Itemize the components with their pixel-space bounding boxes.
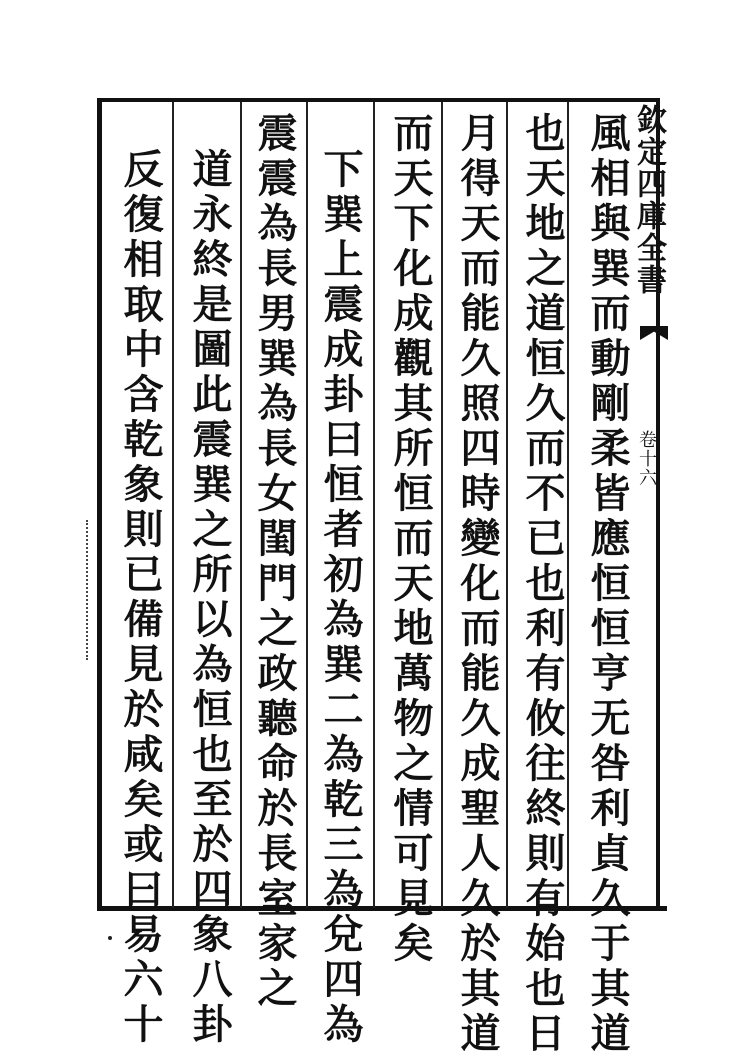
text-column-5: 下巽上震成卦曰恒者初為巽二為乾三為兌四為	[317, 148, 364, 1048]
column-rule	[506, 102, 508, 908]
fishtail-mark	[640, 326, 668, 340]
frame-left-border	[97, 98, 102, 911]
frame-bottom-border	[97, 906, 667, 911]
column-rule	[306, 102, 308, 908]
volume-label: 卷十六	[636, 430, 657, 487]
text-column-7: 道永終是圖此震巽之所以為恒也至於四象八卦	[186, 148, 233, 1048]
column-rule	[441, 102, 443, 908]
frame-top-border	[100, 98, 660, 102]
column-rule	[373, 102, 375, 908]
text-column-8: 反復相取中含乾象則已備見於咸矣或曰易六十	[117, 148, 164, 1048]
ink-dot	[108, 936, 112, 940]
text-column-1: 風相與巽而動剛柔皆應恒恒亨无咎利貞久于其道	[584, 112, 631, 1057]
column-rule	[567, 102, 569, 908]
header-title: 欽定四庫全書	[631, 104, 666, 296]
text-column-3: 月得天而能久照四時變化而能久成聖人久於其道	[454, 112, 501, 1057]
column-rule	[240, 102, 242, 908]
text-column-4: 而天下化成觀其所恒而天地萬物之情可見矣	[387, 112, 434, 967]
text-column-2: 也天地之道恒久而不已也利有攸往終則有始也日	[519, 112, 566, 1057]
text-column-6: 震震為長男巽為長女閨門之政聽命於長室家之	[251, 112, 298, 1012]
column-rule	[172, 102, 174, 908]
margin-specks	[86, 520, 96, 660]
